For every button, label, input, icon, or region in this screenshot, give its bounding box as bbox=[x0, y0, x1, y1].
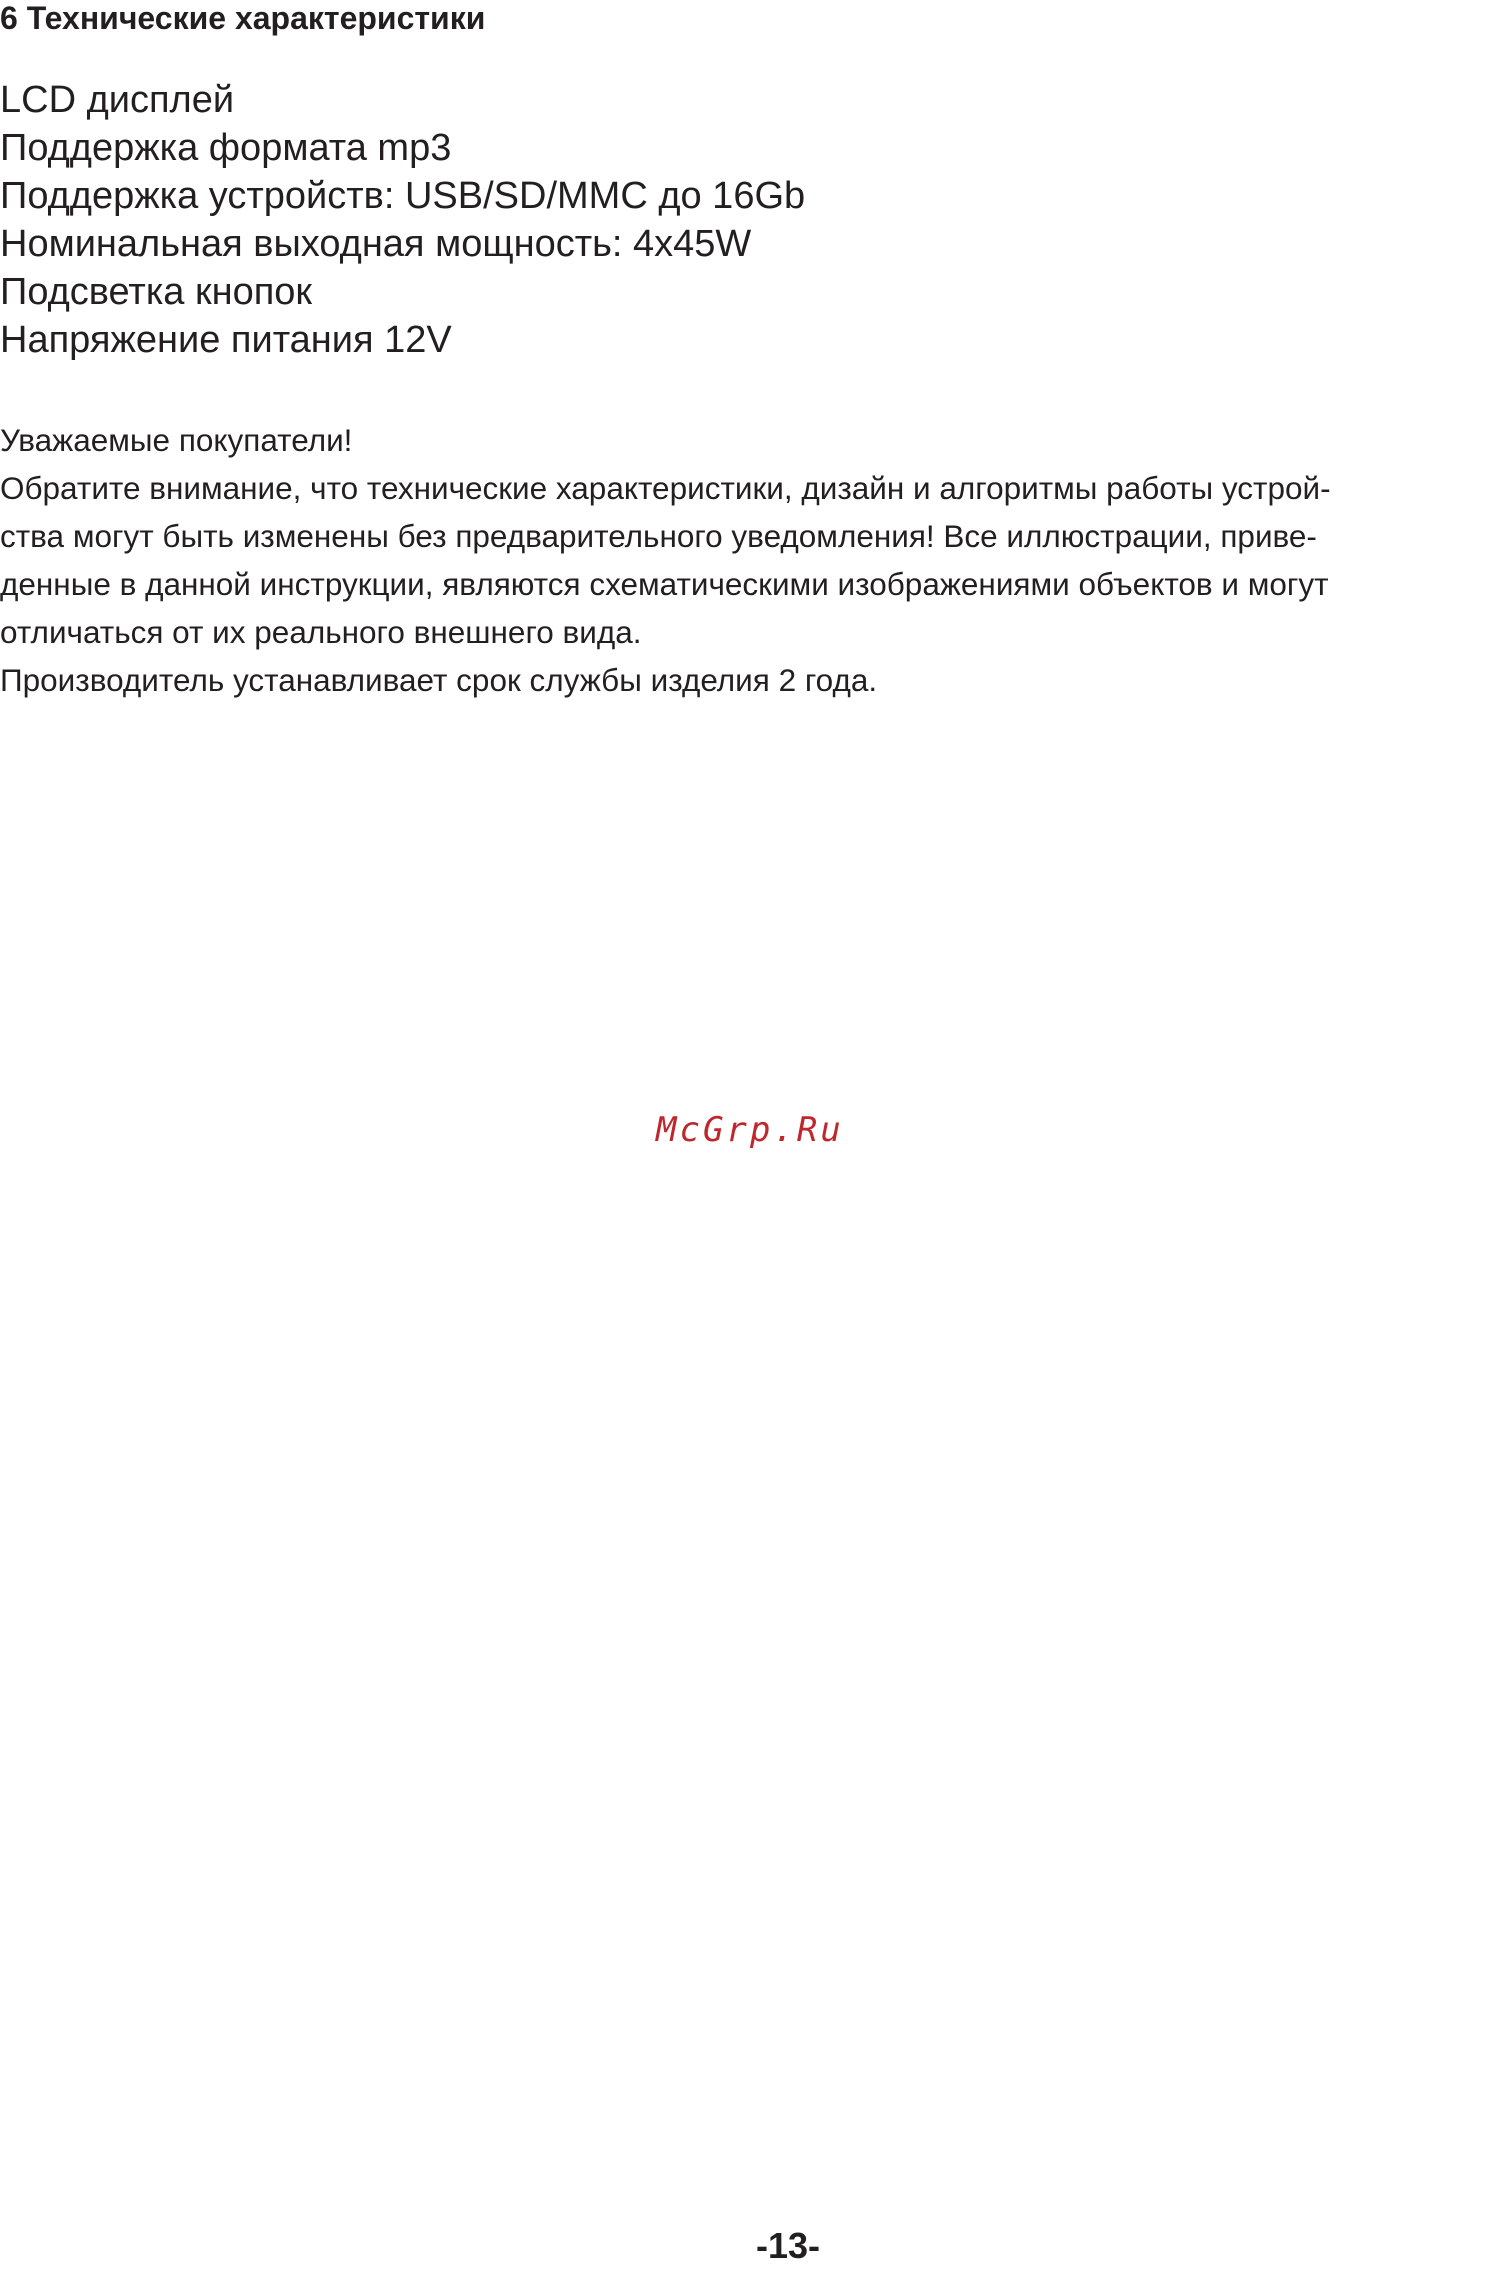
notice-line: ства могут быть изменены без предварительного уведомления! Все иллюстрации, приве- bbox=[0, 518, 1317, 554]
notice-service-life: Производитель устанавливает срок службы изделия 2 года. bbox=[0, 662, 878, 698]
customer-notice bbox=[0, 416, 1500, 704]
spec-item-voltage: Напряжение питания 12V bbox=[0, 319, 452, 361]
spec-item-power: Номинальная выходная мощность: 4х45W bbox=[0, 223, 752, 265]
notice-line: отличаться от их реального внешнего вида. bbox=[0, 614, 642, 650]
spec-item-devices: Поддержка устройств: USB/SD/MMC до 16Gb bbox=[0, 175, 806, 217]
notice-line: денные в данной инструкции, являются схематическими изображениями объектов и могут bbox=[0, 566, 1329, 602]
page-number: -13- bbox=[756, 2225, 821, 2266]
notice-line: Обратите внимание, что технические характеристики, дизайн и алгоритмы работы устрой- bbox=[0, 470, 1331, 506]
spec-item-lcd: LCD дисплей bbox=[0, 79, 235, 121]
notice-greeting: Уважаемые покупатели! bbox=[0, 422, 353, 458]
spec-item-backlight: Подсветка кнопок bbox=[0, 271, 313, 313]
watermark-link[interactable]: McGrp.Ru bbox=[656, 1110, 844, 1150]
spec-item-mp3: Поддержка формата mp3 bbox=[0, 127, 452, 169]
section-title: 6 Технические характеристики bbox=[0, 0, 486, 36]
spec-list bbox=[0, 76, 805, 364]
